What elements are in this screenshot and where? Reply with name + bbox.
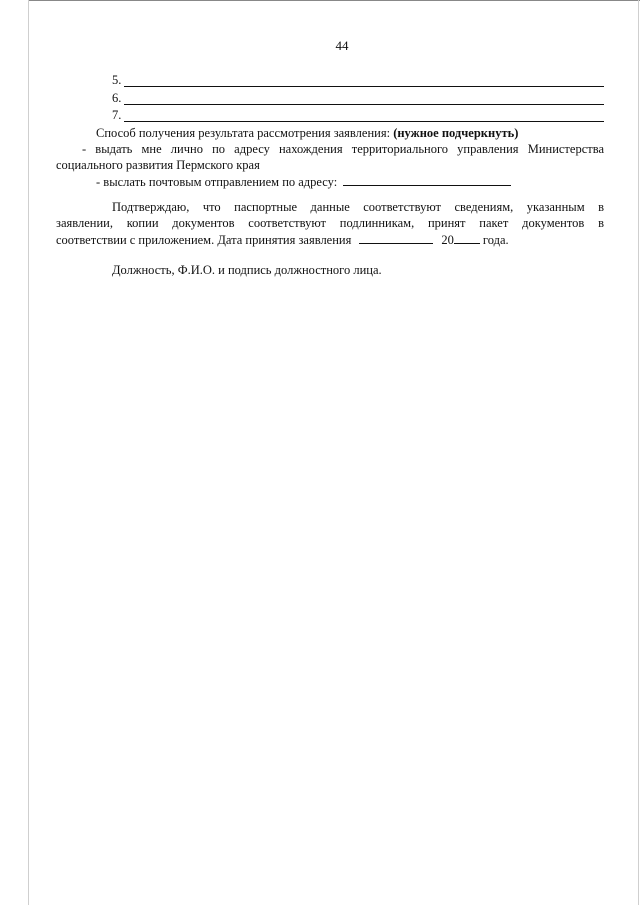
confirmation-line3 bbox=[56, 231, 509, 248]
page-top-border bbox=[28, 0, 640, 1]
page-right-border bbox=[638, 0, 639, 905]
option-by-mail-label: - выслать почтовым отправлением по адресу: bbox=[96, 175, 338, 189]
option-in-person-line2[interactable]: социального развития Пермского края bbox=[56, 158, 260, 172]
year-suffix: года. bbox=[482, 233, 509, 247]
list-item-number: 5. bbox=[112, 73, 122, 87]
result-method-prefix: Способ получения результата рассмотрения заявления: bbox=[96, 126, 394, 140]
list-item-number: 7. bbox=[112, 108, 122, 122]
page-number: 44 bbox=[335, 38, 349, 53]
list-item-7 bbox=[112, 108, 604, 124]
confirmation-line1: Подтверждаю, что паспортные данные соответствуют сведениям, указанным в bbox=[112, 200, 604, 214]
result-method-heading bbox=[96, 125, 518, 141]
year-prefix: 20 bbox=[441, 233, 454, 247]
confirmation-line2: заявлении, копии документов соответствуют подлинникам, принят пакет документов в bbox=[56, 216, 604, 230]
list-item-number: 6. bbox=[112, 91, 122, 105]
official-signature-label: Должность, Ф.И.О. и подпись должностного лица. bbox=[112, 263, 382, 277]
confirmation-line3-text: соответствии с приложением. Дата принятия заявления bbox=[56, 233, 352, 247]
result-method-emphasis: (нужное подчеркнуть) bbox=[393, 126, 519, 140]
list-item-5 bbox=[112, 73, 604, 89]
date-fill-in-line[interactable] bbox=[359, 231, 433, 244]
fill-in-line[interactable] bbox=[124, 121, 604, 122]
option-in-person-line1[interactable]: - выдать мне лично по адресу нахождения территориального управления Министерства bbox=[82, 142, 604, 156]
page-left-border bbox=[28, 0, 29, 905]
fill-in-line[interactable] bbox=[124, 104, 604, 105]
address-fill-in-line[interactable] bbox=[343, 173, 511, 186]
fill-in-line[interactable] bbox=[124, 86, 604, 87]
list-item-6 bbox=[112, 91, 604, 107]
year-fill-in-line[interactable] bbox=[454, 231, 480, 244]
option-by-mail[interactable] bbox=[96, 173, 511, 190]
